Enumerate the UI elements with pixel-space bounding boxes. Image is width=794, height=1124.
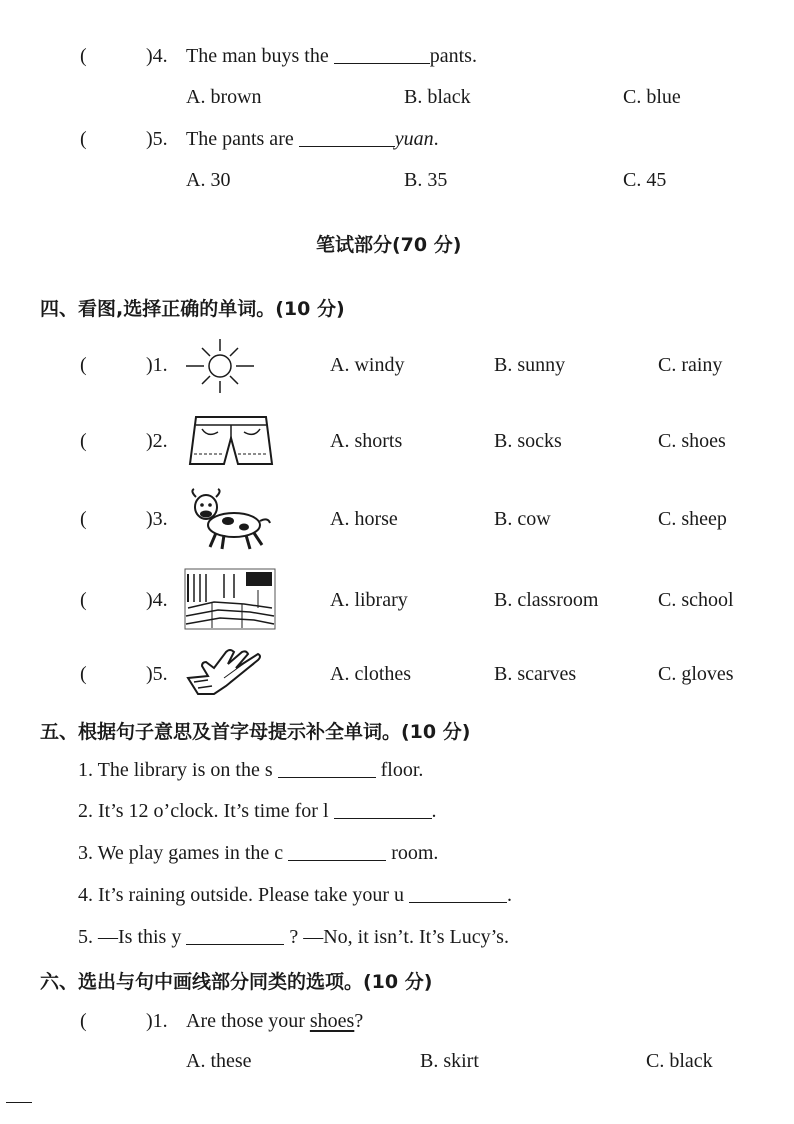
option-a[interactable]: A. brown [186,86,262,108]
stem-text: The man buys the [186,45,329,67]
sentence-text: floor. [380,759,424,781]
option-c[interactable]: C. school [658,589,734,611]
option-b[interactable]: B. classroom [494,589,599,611]
answer-paren-open: ( [80,430,87,452]
option-c[interactable]: C. rainy [658,354,723,376]
option-c[interactable]: C. gloves [658,663,734,685]
option-b[interactable]: B. cow [494,508,551,530]
sentence-4 [78,884,512,907]
question-stem [186,45,477,68]
answer-blank[interactable] [334,45,430,64]
answer-blank[interactable] [186,926,284,945]
sentence-5 [78,926,509,949]
answer-blank[interactable] [409,884,507,903]
sentence-1 [78,759,423,782]
underlined-word: shoes [309,1010,355,1032]
sentence-text: 5. —Is this y [78,926,182,948]
answer-paren-open: ( [80,1010,87,1032]
option-c[interactable]: C. sheep [658,508,727,530]
sentence-text: ? —No, it isn’t. It’s Lucy’s. [289,926,509,948]
answer-paren-open: ( [80,45,87,67]
answer-blank[interactable] [334,800,432,819]
answer-paren-open: ( [80,589,87,611]
sentence-text: . [431,800,437,822]
question-stem [186,1010,363,1033]
option-a[interactable]: A. 30 [186,169,231,191]
stem-text: ? [354,1010,364,1032]
option-b[interactable]: B. sunny [494,354,566,376]
section-heading: 五、根据句子意思及首字母提示补全单词。(10 分) [40,721,471,743]
option-b[interactable]: B. black [404,86,471,108]
sentence-3 [78,842,438,865]
question-number: )1. [146,1010,168,1032]
question-number: )5. [146,663,168,685]
footer-rule [6,1102,32,1103]
option-c[interactable]: C. black [646,1050,713,1072]
question-stem [186,128,439,151]
question-number: )3. [146,508,168,530]
sentence-2 [78,800,437,823]
sentence-text: room. [391,842,439,864]
answer-blank[interactable] [278,759,376,778]
sentence-text: 3. We play games in the c [78,842,284,864]
question-number: )4. [146,589,168,611]
question-number: )2. [146,430,168,452]
option-c[interactable]: C. shoes [658,430,726,452]
stem-text: pants. [429,45,477,67]
sentence-text: 1. The library is on the s [78,759,273,781]
sentence-text: 4. It’s raining outside. Please take your u [78,884,405,906]
sentence-text: 2. It’s 12 o’clock. It’s time for l [78,800,329,822]
answer-blank[interactable] [299,128,395,147]
option-b[interactable]: B. socks [494,430,562,452]
sun-icon [184,338,256,394]
sentence-text: . [507,884,513,906]
option-a[interactable]: A. windy [330,354,405,376]
stem-text: yuan [394,128,434,150]
question-number: )4. [146,45,168,67]
stem-text: . [433,128,439,150]
cow-icon [184,487,274,551]
section-heading: 四、看图,选择正确的单词。(10 分) [40,298,345,320]
option-a[interactable]: A. these [186,1050,252,1072]
option-a[interactable]: A. clothes [330,663,412,685]
section-heading: 六、选出与句中画线部分同类的选项。(10 分) [40,971,433,993]
shorts-icon [188,414,274,468]
option-c[interactable]: C. blue [623,86,681,108]
option-b[interactable]: B. skirt [420,1050,479,1072]
answer-paren-open: ( [80,663,87,685]
answer-paren-open: ( [80,128,87,150]
stem-text: Are those your [186,1010,305,1032]
gloves-icon [184,648,264,698]
option-a[interactable]: A. library [330,589,408,611]
option-b[interactable]: B. 35 [404,169,448,191]
option-a[interactable]: A. shorts [330,430,403,452]
option-a[interactable]: A. horse [330,508,398,530]
answer-paren-open: ( [80,354,87,376]
section-heading: 笔试部分(70 分) [316,234,462,256]
option-b[interactable]: B. scarves [494,663,577,685]
classroom-icon [184,568,276,630]
answer-paren-open: ( [80,508,87,530]
stem-text: The pants are [186,128,294,150]
answer-blank[interactable] [288,842,386,861]
question-number: )1. [146,354,168,376]
option-c[interactable]: C. 45 [623,169,667,191]
question-number: )5. [146,128,168,150]
